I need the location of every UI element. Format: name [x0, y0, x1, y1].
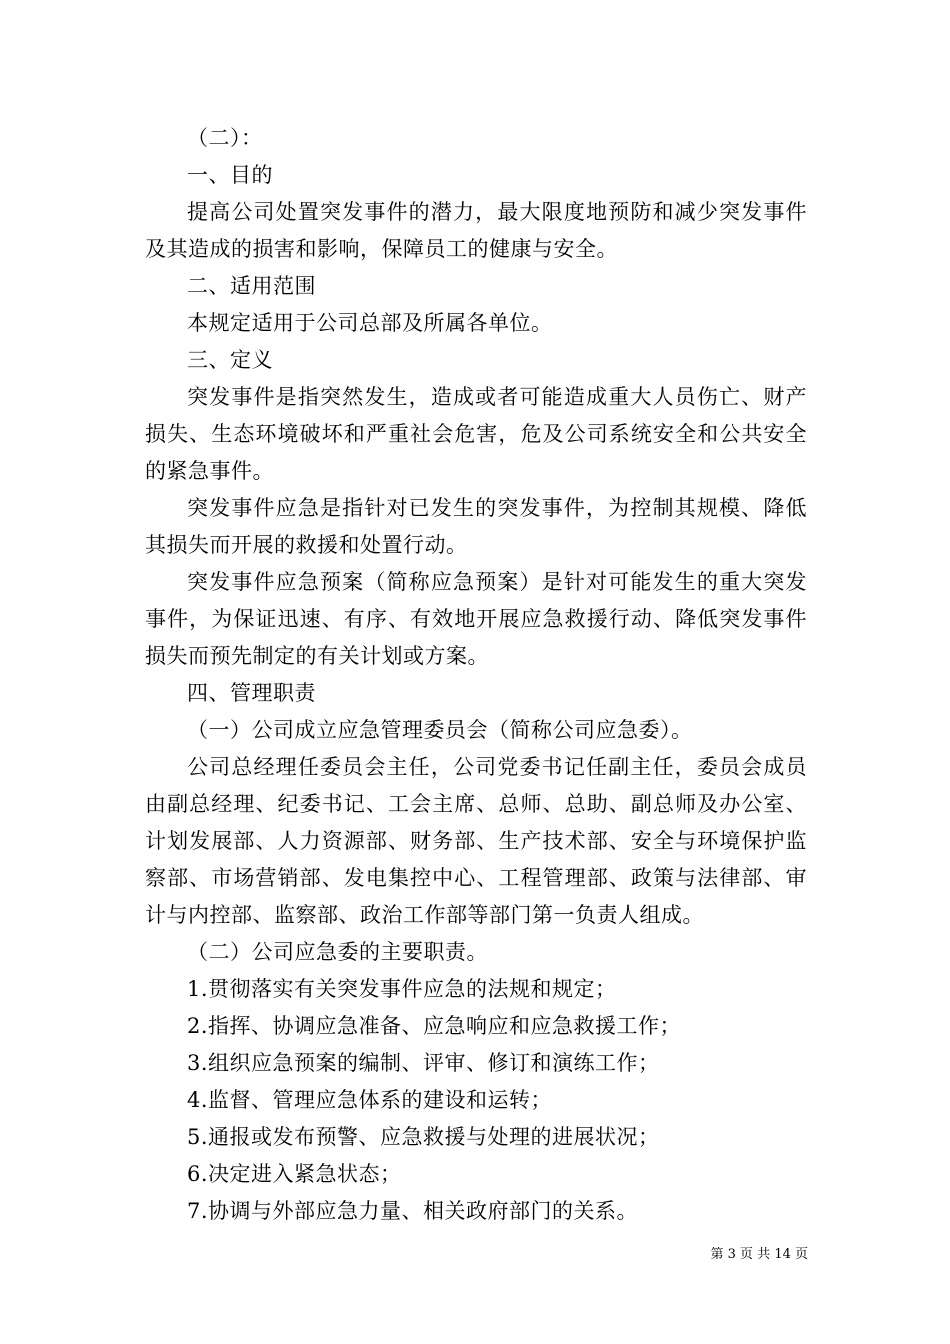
section-heading: 二、适用范围	[187, 274, 316, 298]
paragraph: 提高公司处置突发事件的潜力，最大限度地预防和减少突发事件及其造成的损害和影响，保障员工的健康与安全。	[145, 200, 807, 261]
section-heading: 三、定义	[187, 348, 273, 372]
document-body	[145, 120, 807, 1230]
paragraph: 公司总经理任委员会主任，公司党委书记任副主任，委员会成员由副总经理、纪委书记、工会主席、总师、总助、副总师及办公室、计划发展部、人力资源部、财务部、生产技术部、安全与环境保护监察部、市场营销部、发电集控中心、工程管理部、政策与法律部、审计与内控部、监察部、政治工作部等部门第一负责人组成。	[145, 755, 807, 927]
paragraph: （一）公司成立应急管理委员会（简称公司应急委）。	[187, 718, 693, 742]
list-item: 5.通报或发布预警、应急救援与处理的进展状况；	[187, 1125, 660, 1149]
list-item: 1.贯彻落实有关突发事件应急的法规和规定；	[187, 977, 617, 1001]
section-heading: 一、目的	[187, 163, 273, 187]
paragraph: 突发事件应急预案（简称应急预案）是针对可能发生的重大突发事件，为保证迅速、有序、有效地开展应急救援行动、降低突发事件损失而预先制定的有关计划或方案。	[145, 570, 807, 668]
page-number-footer: 第 3 页 共 14 页	[710, 1247, 808, 1262]
list-item: 4.监督、管理应急体系的建设和运转；	[187, 1088, 553, 1112]
list-item: 7.协调与外部应急力量、相关政府部门的关系。	[187, 1199, 639, 1223]
list-item: 6.决定进入紧急状态；	[187, 1162, 402, 1186]
paragraph: 突发事件应急是指针对已发生的突发事件，为控制其规模、降低其损失而开展的救援和处置行动。	[145, 496, 807, 557]
list-item: 3.组织应急预案的编制、评审、修订和演练工作；	[187, 1051, 660, 1075]
paragraph: 突发事件是指突然发生，造成或者可能造成重大人员伤亡、财产损失、生态环境破坏和严重社会危害，危及公司系统安全和公共安全的紧急事件。	[145, 385, 807, 483]
paragraph: （二）：	[187, 126, 263, 150]
paragraph: （二）公司应急委的主要职责。	[187, 940, 488, 964]
paragraph: 本规定适用于公司总部及所属各单位。	[187, 311, 553, 335]
list-item: 2.指挥、协调应急准备、应急响应和应急救援工作；	[187, 1014, 682, 1038]
section-heading: 四、管理职责	[187, 681, 316, 705]
